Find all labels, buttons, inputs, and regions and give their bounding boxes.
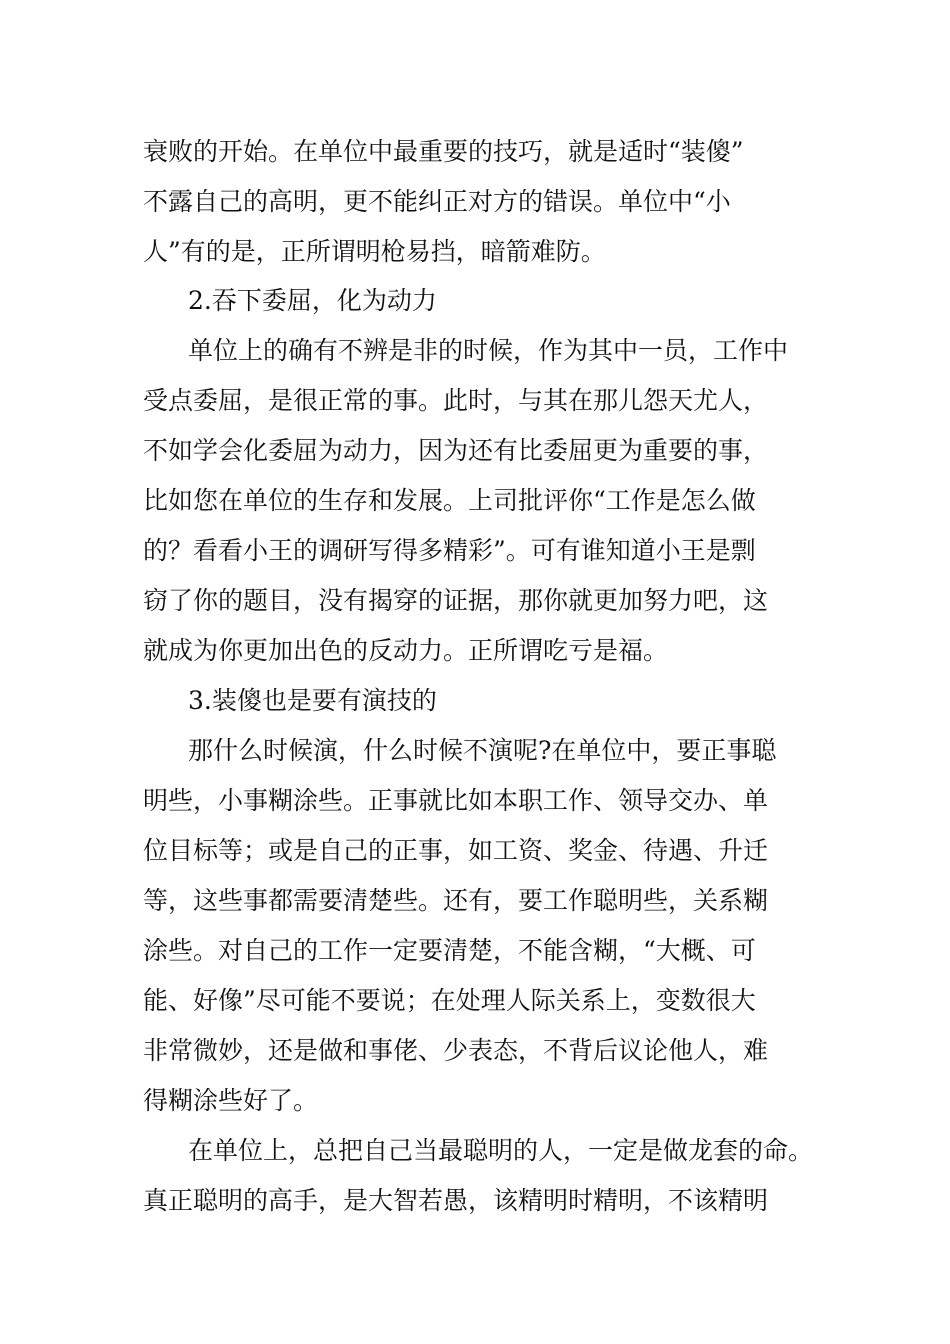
- paragraph-line: 的？看看小王的调研写得多精彩”。可有谁知道小王是剽: [143, 536, 756, 565]
- paragraph-line: 窃了你的题目，没有揭穿的证据，那你就更加努力吧，这: [143, 586, 769, 615]
- section-heading: 2.吞下委屈，化为动力: [188, 286, 437, 315]
- section-heading: 3.装傻也是要有演技的: [188, 686, 437, 715]
- paragraph-line: 得糊涂些好了。: [143, 1086, 319, 1115]
- paragraph-line: 在单位上，总把自己当最聪明的人，一定是做龙套的命。: [188, 1136, 814, 1165]
- paragraph-line: 位目标等；或是自己的正事，如工资、奖金、待遇、升迁: [143, 836, 769, 865]
- paragraph-line: 能、好像”尽可能不要说；在处理人际关系上，变数很大: [143, 986, 756, 1015]
- paragraph-line: 受点委屈，是很正常的事。此时，与其在那儿怨天尤人，: [143, 386, 769, 415]
- paragraph-line: 就成为你更加出色的反动力。正所谓吃亏是福。: [143, 636, 669, 665]
- paragraph-line: 明些，小事糊涂些。正事就比如本职工作、领导交办、单: [143, 786, 769, 815]
- paragraph-line: 那什么时候演，什么时候不演呢?在单位中，要正事聪: [188, 736, 777, 765]
- paragraph-line: 衰败的开始。在单位中最重要的技巧，就是适时“装傻”: [143, 137, 744, 166]
- paragraph-line: 不如学会化委屈为动力，因为还有比委屈更为重要的事，: [143, 436, 769, 465]
- paragraph-line: 单位上的确有不辨是非的时候，作为其中一员，工作中: [188, 336, 789, 365]
- paragraph-line: 涂些。对自己的工作一定要清楚，不能含糊，“大概、可: [143, 936, 756, 965]
- paragraph-line: 不露自己的高明，更不能纠正对方的错误。单位中“小: [143, 187, 731, 216]
- paragraph-line: 人”有的是，正所谓明枪易挡，暗箭难防。: [143, 237, 606, 266]
- paragraph-line: 等，这些事都需要清楚些。还有，要工作聪明些，关系糊: [143, 886, 769, 915]
- paragraph-line: 比如您在单位的生存和发展。上司批评你“工作是怎么做: [143, 486, 756, 515]
- paragraph-line: 非常微妙，还是做和事佬、少表态，不背后议论他人，难: [143, 1036, 769, 1065]
- paragraph-line: 真正聪明的高手，是大智若愚，该精明时精明，不该精明: [143, 1186, 769, 1215]
